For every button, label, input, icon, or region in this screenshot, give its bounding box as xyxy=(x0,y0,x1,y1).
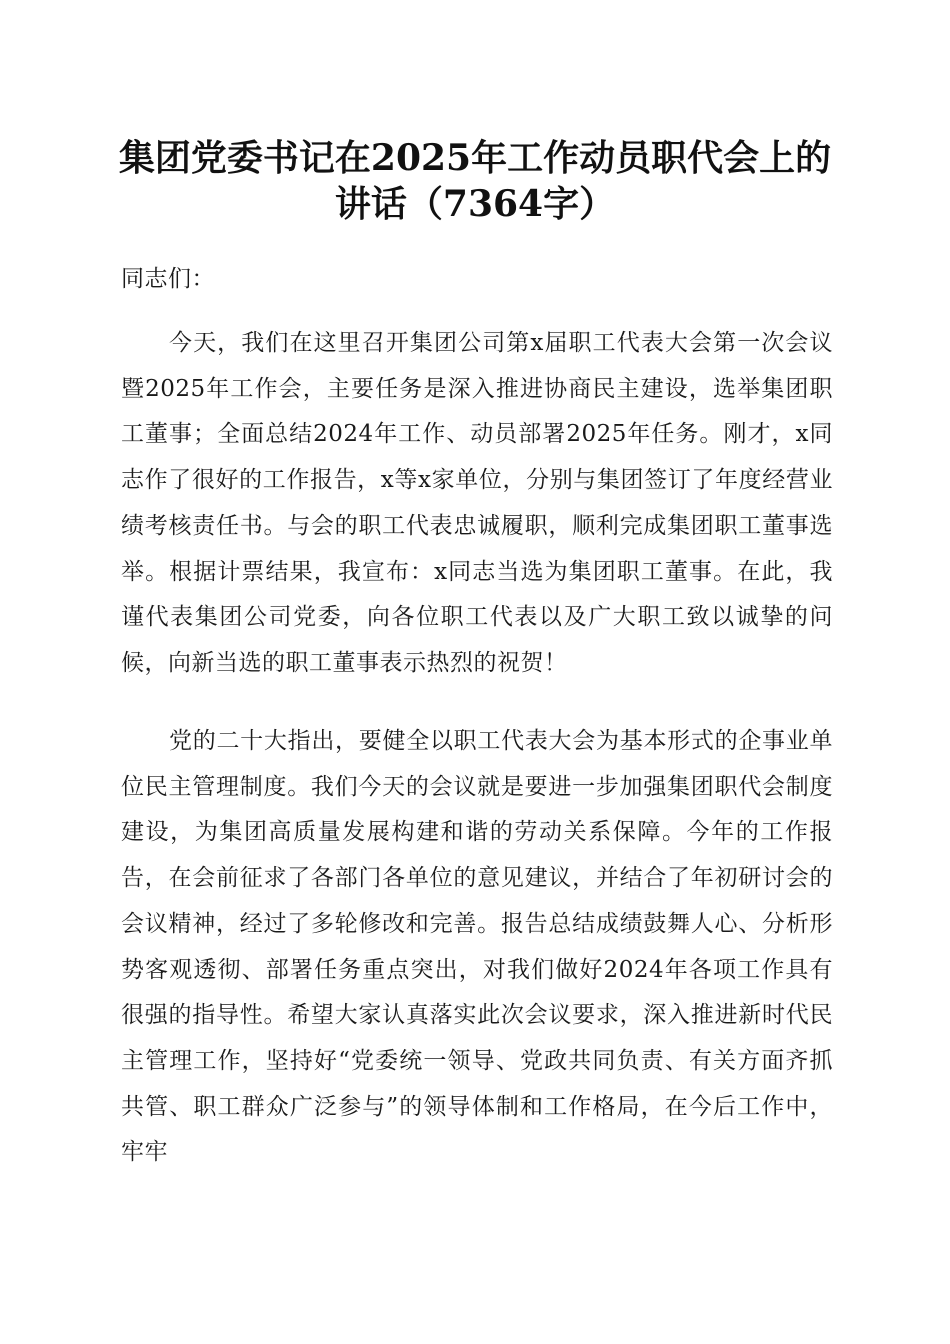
body-paragraph-1: 今天，我们在这里召开集团公司第x届职工代表大会第一次会议暨2025年工作会，主要任务是深入推进协商民主建设，选举集团职工董事；全面总结2024年工作、动员部署2025年任务。刚才，x同志作了很好的工作报告，x等x家单位，分别与集团签订了年度经营业绩考核责任书。与会的职工代表忠诚履职，顺利完成集团职工董事选举。根据计票结果，我宣布：x同志当选为集团职工董事。在此，我谨代表集团公司党委，向各位职工代表以及广大职工致以诚挚的问候，向新当选的职工董事表示热烈的祝贺！ xyxy=(121,330,833,676)
salutation: 同志们： xyxy=(121,266,215,292)
body-paragraph-2: 党的二十大指出，要健全以职工代表大会为基本形式的企事业单位民主管理制度。我们今天的会议就是要进一步加强集团职代会制度建设，为集团高质量发展构建和谐的劳动关系保障。今年的工作报告，在会前征求了各部门各单位的意见建议，并结合了年初研讨会的会议精神，经过了多轮修改和完善。报告总结成绩鼓舞人心、分析形势客观透彻、部署任务重点突出，对我们做好2024年各项工作具有很强的指导性。希望大家认真落实此次会议要求，深入推进新时代民主管理工作，坚持好“党委统一领导、党政共同负责、有关方面齐抓共管、职工群众广泛参与”的领导体制和工作格局，在今后工作中，牢牢 xyxy=(121,728,833,1166)
document-title-line-1: 集团党委书记在2025年工作动员职代会上的 xyxy=(118,137,832,179)
document-title-line-2: 讲话（7364字） xyxy=(334,183,616,225)
